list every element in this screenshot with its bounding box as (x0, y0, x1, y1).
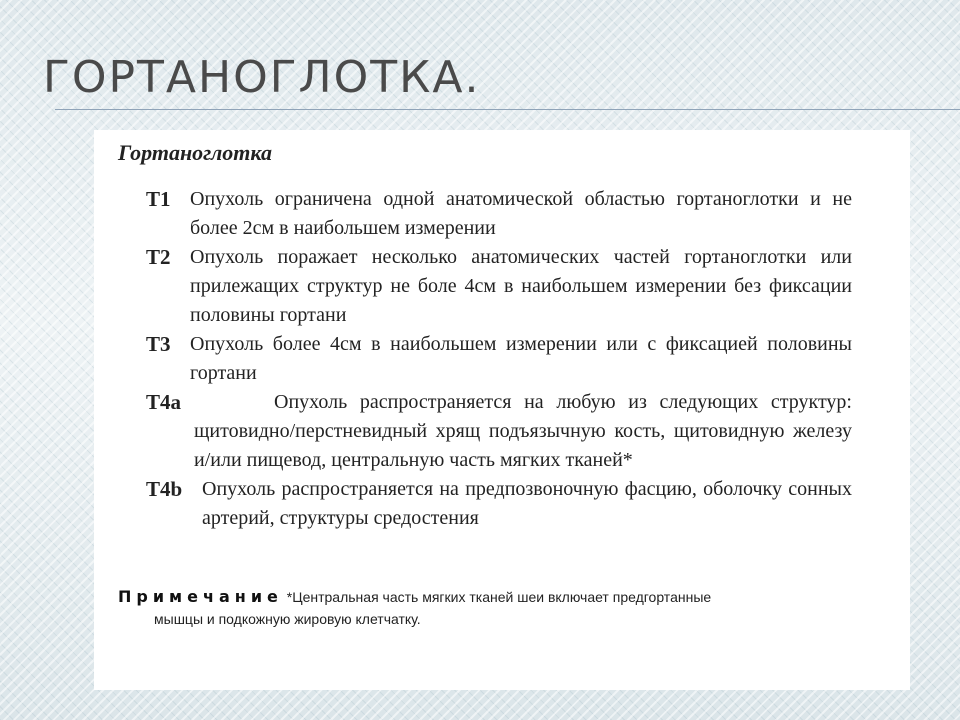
stage-code: T2 (146, 245, 171, 269)
stage-description: Опухоль ограничена одной анатомической областью гортаноглотки и не более 2см в наибольшем измерении (190, 188, 852, 239)
stage-code: T4b (146, 477, 183, 501)
stage-description: Опухоль поражает несколько анатомических частей гортаноглотки или прилежащих структур не боле 4см в наибольшем измерении без фиксации половины гортани (190, 246, 852, 326)
stage-code: T1 (146, 187, 171, 211)
stage-description: Опухоль распространяется на предпозвоночную фасцию, оболочку сонных артерий, структуры средостения (202, 478, 852, 529)
title-underline (55, 109, 960, 110)
stage-description: Опухоль распространяется на любую из следующих структур: щитовидно/перстневидный хрящ подъязычную кость, щитовидную железу и/или пищевод, центральную часть мягких тканей* (194, 391, 852, 471)
stage-description: Опухоль более 4см в наибольшем измерении или с фиксацией половины гортани (190, 333, 852, 384)
footnote-first-line (118, 586, 878, 608)
stage-code: T3 (146, 332, 171, 356)
stage-entry-t4b (146, 475, 852, 533)
footnote-label: Примечание (118, 587, 283, 606)
document-image (94, 130, 910, 690)
slide-title: ГОРТАНОГЛОТКА. (43, 52, 481, 103)
footnote (118, 586, 878, 630)
stage-entry-t3 (146, 330, 852, 388)
stage-entry-t4a (146, 388, 852, 475)
footnote-text-line2: мышцы и подкожную жировую клетчатку. (154, 611, 421, 627)
staging-list (146, 185, 852, 533)
stage-code: T4a (146, 390, 182, 414)
stage-entry-t1 (146, 185, 852, 243)
stage-entry-t2 (146, 243, 852, 330)
footnote-text-line1: *Центральная часть мягких тканей шеи включает предгортанные (286, 589, 712, 605)
document-heading: Гортаноглотка (118, 140, 273, 165)
